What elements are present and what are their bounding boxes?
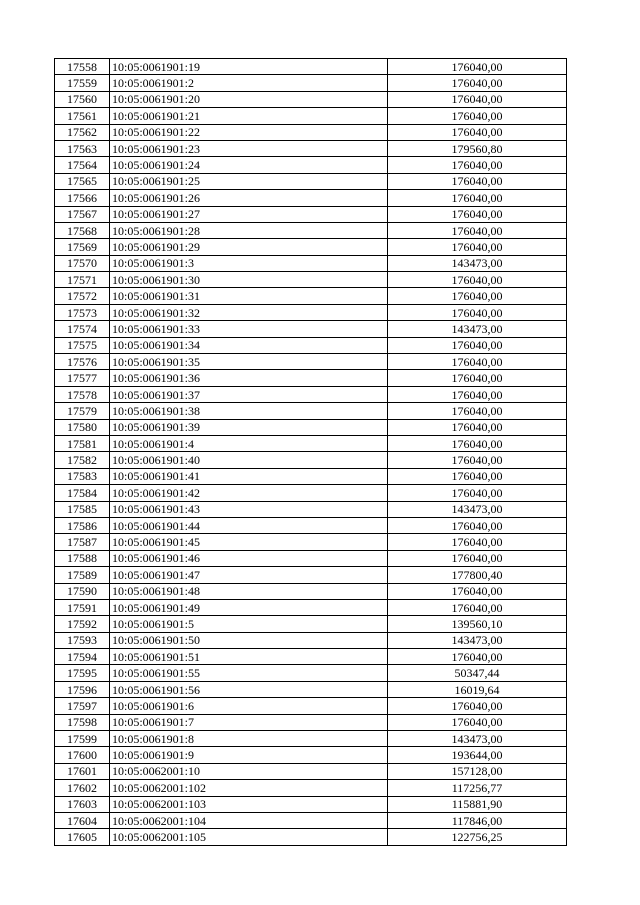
cadastral-number-cell: 10:05:0061901:3 bbox=[110, 255, 388, 271]
cadastral-number-cell: 10:05:0061901:34 bbox=[110, 337, 388, 353]
cadastral-value-cell: 16019,64 bbox=[388, 681, 567, 697]
cadastral-value-cell: 176040,00 bbox=[388, 517, 567, 533]
row-number-cell: 17581 bbox=[55, 435, 110, 451]
row-number-cell: 17559 bbox=[55, 75, 110, 91]
row-number-cell: 17605 bbox=[55, 829, 110, 845]
table-row bbox=[55, 599, 567, 615]
cadastral-value-table bbox=[54, 58, 567, 846]
cadastral-value-cell: 143473,00 bbox=[388, 632, 567, 648]
cadastral-value-cell: 143473,00 bbox=[388, 501, 567, 517]
table-row bbox=[55, 255, 567, 271]
cadastral-number-cell: 10:05:0061901:45 bbox=[110, 534, 388, 550]
table-row bbox=[55, 812, 567, 828]
row-number-cell: 17566 bbox=[55, 190, 110, 206]
cadastral-value-cell: 115881,90 bbox=[388, 796, 567, 812]
cadastral-value-cell: 176040,00 bbox=[388, 239, 567, 255]
row-number-cell: 17602 bbox=[55, 780, 110, 796]
row-number-cell: 17579 bbox=[55, 403, 110, 419]
row-number-cell: 17570 bbox=[55, 255, 110, 271]
row-number-cell: 17585 bbox=[55, 501, 110, 517]
cadastral-number-cell: 10:05:0061901:4 bbox=[110, 435, 388, 451]
cadastral-value-cell: 176040,00 bbox=[388, 75, 567, 91]
table-row bbox=[55, 140, 567, 156]
cadastral-value-cell: 193644,00 bbox=[388, 747, 567, 763]
row-number-cell: 17586 bbox=[55, 517, 110, 533]
cadastral-value-cell: 176040,00 bbox=[388, 173, 567, 189]
cadastral-number-cell: 10:05:0062001:10 bbox=[110, 763, 388, 779]
cadastral-number-cell: 10:05:0061901:41 bbox=[110, 468, 388, 484]
table-row bbox=[55, 681, 567, 697]
cadastral-value-cell: 176040,00 bbox=[388, 337, 567, 353]
cadastral-value-cell: 176040,00 bbox=[388, 485, 567, 501]
cadastral-value-cell: 50347,44 bbox=[388, 665, 567, 681]
cadastral-value-cell: 176040,00 bbox=[388, 272, 567, 288]
cadastral-number-cell: 10:05:0061901:22 bbox=[110, 124, 388, 140]
table-row bbox=[55, 157, 567, 173]
cadastral-number-cell: 10:05:0061901:23 bbox=[110, 140, 388, 156]
row-number-cell: 17595 bbox=[55, 665, 110, 681]
cadastral-value-cell: 117846,00 bbox=[388, 812, 567, 828]
table-row bbox=[55, 780, 567, 796]
row-number-cell: 17596 bbox=[55, 681, 110, 697]
cadastral-value-cell: 176040,00 bbox=[388, 59, 567, 75]
cadastral-value-cell: 176040,00 bbox=[388, 386, 567, 402]
cadastral-value-cell: 176040,00 bbox=[388, 583, 567, 599]
table-row bbox=[55, 747, 567, 763]
cadastral-number-cell: 10:05:0061901:33 bbox=[110, 321, 388, 337]
row-number-cell: 17584 bbox=[55, 485, 110, 501]
cadastral-number-cell: 10:05:0061901:40 bbox=[110, 452, 388, 468]
row-number-cell: 17583 bbox=[55, 468, 110, 484]
table-row bbox=[55, 452, 567, 468]
row-number-cell: 17589 bbox=[55, 567, 110, 583]
cadastral-number-cell: 10:05:0061901:27 bbox=[110, 206, 388, 222]
table-row bbox=[55, 649, 567, 665]
cadastral-number-cell: 10:05:0061901:32 bbox=[110, 304, 388, 320]
row-number-cell: 17569 bbox=[55, 239, 110, 255]
cadastral-value-cell: 176040,00 bbox=[388, 534, 567, 550]
cadastral-number-cell: 10:05:0061901:43 bbox=[110, 501, 388, 517]
table-row bbox=[55, 108, 567, 124]
cadastral-number-cell: 10:05:0061901:49 bbox=[110, 599, 388, 615]
cadastral-value-cell: 176040,00 bbox=[388, 190, 567, 206]
row-number-cell: 17567 bbox=[55, 206, 110, 222]
cadastral-number-cell: 10:05:0061901:46 bbox=[110, 550, 388, 566]
row-number-cell: 17562 bbox=[55, 124, 110, 140]
cadastral-number-cell: 10:05:0061901:51 bbox=[110, 649, 388, 665]
table-row bbox=[55, 632, 567, 648]
row-number-cell: 17600 bbox=[55, 747, 110, 763]
row-number-cell: 17574 bbox=[55, 321, 110, 337]
cadastral-number-cell: 10:05:0061901:8 bbox=[110, 731, 388, 747]
table-row bbox=[55, 288, 567, 304]
cadastral-number-cell: 10:05:0061901:29 bbox=[110, 239, 388, 255]
cadastral-value-cell: 176040,00 bbox=[388, 468, 567, 484]
cadastral-number-cell: 10:05:0061901:31 bbox=[110, 288, 388, 304]
cadastral-value-cell: 176040,00 bbox=[388, 550, 567, 566]
table-row bbox=[55, 337, 567, 353]
table-row bbox=[55, 665, 567, 681]
table-row bbox=[55, 403, 567, 419]
cadastral-value-cell: 122756,25 bbox=[388, 829, 567, 845]
row-number-cell: 17604 bbox=[55, 812, 110, 828]
table-row bbox=[55, 698, 567, 714]
row-number-cell: 17558 bbox=[55, 59, 110, 75]
cadastral-value-cell: 176040,00 bbox=[388, 435, 567, 451]
table-row bbox=[55, 386, 567, 402]
cadastral-number-cell: 10:05:0062001:104 bbox=[110, 812, 388, 828]
table-row bbox=[55, 534, 567, 550]
cadastral-value-cell: 176040,00 bbox=[388, 108, 567, 124]
row-number-cell: 17580 bbox=[55, 419, 110, 435]
cadastral-number-cell: 10:05:0061901:47 bbox=[110, 567, 388, 583]
row-number-cell: 17582 bbox=[55, 452, 110, 468]
cadastral-number-cell: 10:05:0061901:21 bbox=[110, 108, 388, 124]
table-row bbox=[55, 435, 567, 451]
row-number-cell: 17597 bbox=[55, 698, 110, 714]
row-number-cell: 17568 bbox=[55, 222, 110, 238]
cadastral-number-cell: 10:05:0061901:25 bbox=[110, 173, 388, 189]
cadastral-number-cell: 10:05:0061901:38 bbox=[110, 403, 388, 419]
table-row bbox=[55, 419, 567, 435]
row-number-cell: 17577 bbox=[55, 370, 110, 386]
cadastral-number-cell: 10:05:0061901:20 bbox=[110, 91, 388, 107]
cadastral-value-cell: 179560,80 bbox=[388, 140, 567, 156]
cadastral-value-cell: 176040,00 bbox=[388, 288, 567, 304]
table-row bbox=[55, 91, 567, 107]
table-row bbox=[55, 239, 567, 255]
row-number-cell: 17578 bbox=[55, 386, 110, 402]
table-row bbox=[55, 616, 567, 632]
cadastral-value-cell: 143473,00 bbox=[388, 321, 567, 337]
table-row bbox=[55, 173, 567, 189]
cadastral-number-cell: 10:05:0061901:7 bbox=[110, 714, 388, 730]
cadastral-value-cell: 176040,00 bbox=[388, 649, 567, 665]
row-number-cell: 17593 bbox=[55, 632, 110, 648]
cadastral-value-cell: 143473,00 bbox=[388, 731, 567, 747]
row-number-cell: 17575 bbox=[55, 337, 110, 353]
row-number-cell: 17573 bbox=[55, 304, 110, 320]
cadastral-number-cell: 10:05:0062001:102 bbox=[110, 780, 388, 796]
table-row bbox=[55, 59, 567, 75]
table-row bbox=[55, 550, 567, 566]
cadastral-number-cell: 10:05:0062001:103 bbox=[110, 796, 388, 812]
cadastral-number-cell: 10:05:0061901:30 bbox=[110, 272, 388, 288]
table-row bbox=[55, 222, 567, 238]
table-row bbox=[55, 567, 567, 583]
table-row bbox=[55, 370, 567, 386]
row-number-cell: 17561 bbox=[55, 108, 110, 124]
table-body bbox=[55, 59, 567, 846]
cadastral-number-cell: 10:05:0061901:37 bbox=[110, 386, 388, 402]
row-number-cell: 17565 bbox=[55, 173, 110, 189]
cadastral-value-cell: 139560,10 bbox=[388, 616, 567, 632]
cadastral-value-cell: 176040,00 bbox=[388, 157, 567, 173]
cadastral-number-cell: 10:05:0061901:26 bbox=[110, 190, 388, 206]
cadastral-value-cell: 176040,00 bbox=[388, 124, 567, 140]
table-row bbox=[55, 354, 567, 370]
cadastral-number-cell: 10:05:0061901:5 bbox=[110, 616, 388, 632]
row-number-cell: 17590 bbox=[55, 583, 110, 599]
row-number-cell: 17564 bbox=[55, 157, 110, 173]
cadastral-value-cell: 143473,00 bbox=[388, 255, 567, 271]
row-number-cell: 17571 bbox=[55, 272, 110, 288]
table-row bbox=[55, 485, 567, 501]
cadastral-value-cell: 176040,00 bbox=[388, 304, 567, 320]
cadastral-number-cell: 10:05:0061901:50 bbox=[110, 632, 388, 648]
table-row bbox=[55, 206, 567, 222]
row-number-cell: 17560 bbox=[55, 91, 110, 107]
cadastral-number-cell: 10:05:0061901:19 bbox=[110, 59, 388, 75]
row-number-cell: 17591 bbox=[55, 599, 110, 615]
cadastral-value-cell: 176040,00 bbox=[388, 419, 567, 435]
cadastral-value-cell: 176040,00 bbox=[388, 370, 567, 386]
cadastral-number-cell: 10:05:0061901:28 bbox=[110, 222, 388, 238]
cadastral-value-cell: 176040,00 bbox=[388, 698, 567, 714]
table-row bbox=[55, 321, 567, 337]
table-row bbox=[55, 304, 567, 320]
cadastral-value-cell: 176040,00 bbox=[388, 599, 567, 615]
row-number-cell: 17592 bbox=[55, 616, 110, 632]
cadastral-number-cell: 10:05:0061901:56 bbox=[110, 681, 388, 697]
table-row bbox=[55, 714, 567, 730]
cadastral-number-cell: 10:05:0062001:105 bbox=[110, 829, 388, 845]
cadastral-number-cell: 10:05:0061901:6 bbox=[110, 698, 388, 714]
table-row bbox=[55, 468, 567, 484]
row-number-cell: 17588 bbox=[55, 550, 110, 566]
cadastral-value-cell: 176040,00 bbox=[388, 452, 567, 468]
row-number-cell: 17576 bbox=[55, 354, 110, 370]
cadastral-number-cell: 10:05:0061901:48 bbox=[110, 583, 388, 599]
table-row bbox=[55, 75, 567, 91]
table-row bbox=[55, 829, 567, 845]
table-row bbox=[55, 583, 567, 599]
row-number-cell: 17601 bbox=[55, 763, 110, 779]
cadastral-number-cell: 10:05:0061901:55 bbox=[110, 665, 388, 681]
cadastral-value-cell: 157128,00 bbox=[388, 763, 567, 779]
cadastral-value-cell: 176040,00 bbox=[388, 714, 567, 730]
cadastral-value-cell: 117256,77 bbox=[388, 780, 567, 796]
row-number-cell: 17598 bbox=[55, 714, 110, 730]
row-number-cell: 17603 bbox=[55, 796, 110, 812]
row-number-cell: 17587 bbox=[55, 534, 110, 550]
table-row bbox=[55, 763, 567, 779]
table-row bbox=[55, 272, 567, 288]
row-number-cell: 17563 bbox=[55, 140, 110, 156]
row-number-cell: 17599 bbox=[55, 731, 110, 747]
table-row bbox=[55, 190, 567, 206]
cadastral-value-cell: 176040,00 bbox=[388, 354, 567, 370]
cadastral-number-cell: 10:05:0061901:44 bbox=[110, 517, 388, 533]
cadastral-number-cell: 10:05:0061901:36 bbox=[110, 370, 388, 386]
row-number-cell: 17572 bbox=[55, 288, 110, 304]
row-number-cell: 17594 bbox=[55, 649, 110, 665]
cadastral-value-cell: 176040,00 bbox=[388, 403, 567, 419]
cadastral-number-cell: 10:05:0061901:9 bbox=[110, 747, 388, 763]
table-row bbox=[55, 731, 567, 747]
table-row bbox=[55, 517, 567, 533]
cadastral-value-cell: 176040,00 bbox=[388, 222, 567, 238]
table-row bbox=[55, 124, 567, 140]
cadastral-number-cell: 10:05:0061901:39 bbox=[110, 419, 388, 435]
table-row bbox=[55, 501, 567, 517]
cadastral-number-cell: 10:05:0061901:42 bbox=[110, 485, 388, 501]
cadastral-number-cell: 10:05:0061901:35 bbox=[110, 354, 388, 370]
cadastral-number-cell: 10:05:0061901:2 bbox=[110, 75, 388, 91]
table-row bbox=[55, 796, 567, 812]
cadastral-number-cell: 10:05:0061901:24 bbox=[110, 157, 388, 173]
cadastral-value-cell: 176040,00 bbox=[388, 91, 567, 107]
cadastral-value-cell: 176040,00 bbox=[388, 206, 567, 222]
cadastral-value-cell: 177800,40 bbox=[388, 567, 567, 583]
